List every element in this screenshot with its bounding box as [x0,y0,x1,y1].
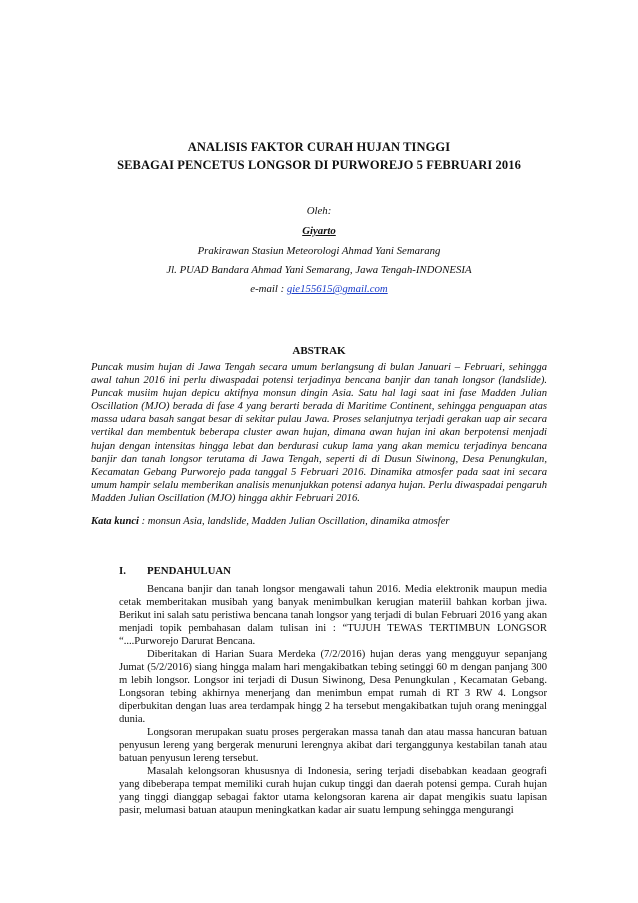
author-institution: Prakirawan Stasiun Meteorologi Ahmad Yani Semarang [197,245,441,257]
email-label: e-mail : [250,283,285,295]
paragraph: Bencana banjir dan tanah longsor mengawali tahun 2016. Media elektronik maupun media cetak memberitakan musibah yang banyak menimbulkan kerugian materiil bahkan korban jiwa. Berikut ini salah satu peristiwa bencana tanah longsor yang terjadi di bulan Februari 2016 yang akan menjadi topik pembahasan dalam tulisan ini : “TUJUH TEWAS TERTIMBUN LONGSOR “....Purworejo Darurat Bencana. [119,584,547,647]
paragraph: Longsoran merupakan suatu proses pergerakan massa tanah dan atau massa hancuran batuan penyusun lereng yang bergerak menuruni lerengnya akibat dari terganggunya kestabilan tanah atau batuan penyusun lereng tersebut. [119,727,547,764]
section-title: PENDAHULUAN [147,565,231,577]
author-address: Jl. PUAD Bandara Ahmad Yani Semarang, Jawa Tengah-INDONESIA [166,264,472,276]
title-line-2: SEBAGAI PENCETUS LONGSOR DI PURWOREJO 5 FEBRUARI 2016 [117,158,521,172]
title-line-1: ANALISIS FAKTOR CURAH HUJAN TINGGI [187,140,451,154]
keywords-label: Kata kunci [91,516,139,527]
section-body [119,583,547,817]
author-email-line [0,283,638,295]
paragraph: Diberitakan di Harian Suara Merdeka (7/2/2016) hujan deras yang mengguyur sepanjang Jumat (5/2/2016) siang hingga malam hari mengakibatkan tebing setinggi 60 m dengan panjang 300 m lebih longsor. Longsor ini terjadi di Dusun Siwinong, Desa Penungkulan , Kecamatan Gebang. Longsoran tebing akhirnya menerjang dan menimbun empat rumah di RT 3 RW 4. Longsor diperbukitan dengan luas area terdampak hingg 2 ha tersebut mengakibatkan tujuh orang meninggal dunia. [119,649,547,725]
paragraph: Masalah kelongsoran khususnya di Indonesia, sering terjadi disebabkan keadaan geografi yang dibeberapa tempat memiliki curah hujan cukup tinggi dan daerah potensi gempa. Curah hujan yang tinggi dianggap sebagai faktor utama kelongsoran karena air dapat mengikis suatu lapisan pasir, melumasi batuan ataupun meningkatkan kadar air suatu lempung sehingga mengurangi [119,766,547,816]
keywords-text: : monsun Asia, landslide, Madden Julian Oscillation, dinamika atmosfer [138,516,450,527]
by-label: Oleh: [306,205,332,217]
abstract-text: Puncak musim hujan di Jawa Tengah secara umum berlangsung di bulan Januari – Februari, sehingga awal tahun 2016 ini perlu diwaspadai potensi terjadinya bencana banjir dan tanah longsor (landslide). Puncak musiim hujan depicu aktifnya monsun dingin Asia. Satu hal lagi saat ini fase Madden Julian Oscillation (MJO) berada di fase 4 yang berarti berada di Maritime Continent, sehingga penguapan atas massa udara basah sangat besar di sekitar pulau Jawa. Proses selanjutnya terjadi gerakan uap air secara vertikal dan membentuk beberapa cluster awan hujan, dimana awan hujan ini akan berpotensi menjadi hujan dengan intensitas hingga lebat dan berdurasi cukup lama yang akan memicu terjadinya bencana banjir dan tanah longsor terutama di Jawa Tengah, seperti di di Dusun Siwinong, Desa Penungkulan, Kecamatan Gebang Purworejo pada tanggal 5 Februari 2016. Dinamika atmosfer pada saat ini secara umum hampir selalu memberikan analisis menunjukkan potensi adanya hujan. Perlu diwaspadai pengaruh Madden Julian Oscillation (MJO) hingga akhir Februari 2016. [91,362,547,504]
keywords-line [91,515,547,528]
author-name: Giyarto [302,225,336,237]
abstract-heading: ABSTRAK [292,345,346,357]
section-number: I. [119,565,126,577]
email-link[interactable]: gie155615@gmail.com [286,283,388,295]
